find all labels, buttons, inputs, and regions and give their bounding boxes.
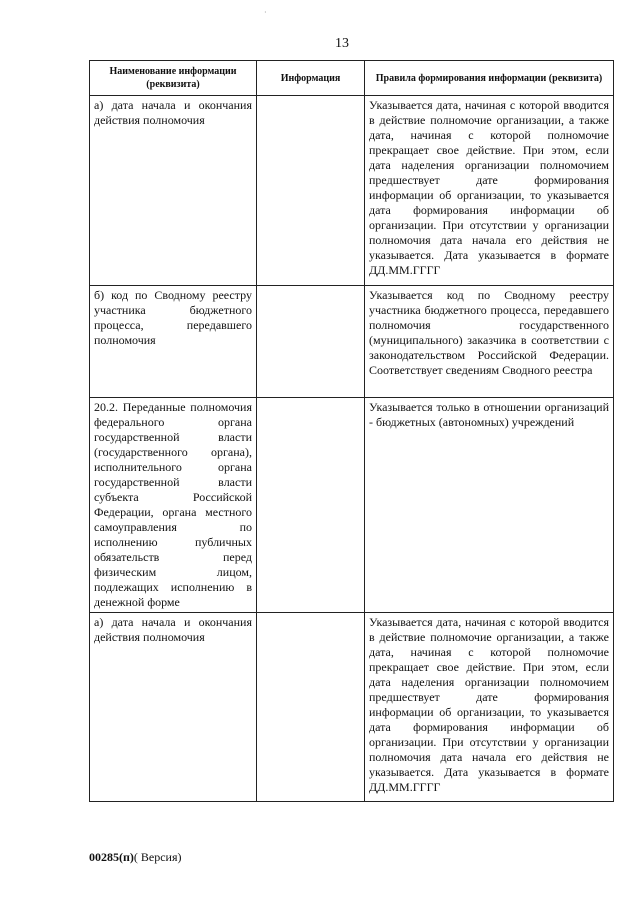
table-row (90, 613, 614, 802)
form-version: ( Версия) (133, 850, 182, 864)
header-info: Информация (257, 61, 365, 96)
table-row (90, 96, 614, 286)
table-row (90, 286, 614, 398)
requisite-rules: Указывается только в отношении организаций - бюджетных (автономных) учреждений (365, 398, 614, 613)
requisite-name: а) дата начала и окончания действия полномочия (90, 96, 257, 286)
requisite-name: а) дата начала и окончания действия полномочия (90, 613, 257, 802)
requisite-info (257, 613, 365, 802)
requisite-info (257, 286, 365, 398)
requisite-rules: Указывается код по Сводному реестру участника бюджетного процесса, передавшего полномочия государственного (муниципального) заказчика в соответствии с законодательством Российской Федерации. Соответствует сведениям Сводного реестра (365, 286, 614, 398)
page-number: 13 (335, 36, 349, 51)
requisite-rules: Указывается дата, начиная с которой вводится в действие полномочие организации, а также дата, начиная с которой полномочие прекращает свое действие. При этом, если дата наделения организации полномочием предшествует дате формирования информации об организации, то указывается дата формирования информации об организации. При отсутствии у организации полномочия дата начала его действия не указывается. Дата указывается в формате ДД.ММ.ГГГГ (365, 613, 614, 802)
header-rules: Правила формирования информации (реквизита) (365, 61, 614, 96)
form-code: 00285(п) (89, 850, 134, 864)
requisites-table (89, 60, 614, 802)
header-name: Наименование информации (реквизита) (90, 61, 257, 96)
requisite-info (257, 96, 365, 286)
requisite-info (257, 398, 365, 613)
requisite-rules: Указывается дата, начиная с которой вводится в действие полномочие организации, а также дата, начиная с которой полномочие прекращает свое действие. При этом, если дата наделения организации полномочием предшествует дате формирования информации об организации, то указывается дата формирования информации об организации. При отсутствии у организации полномочия дата начала его действия не указывается. Дата указывается в формате ДД.ММ.ГГГГ (365, 96, 614, 286)
document-footer (89, 850, 182, 865)
requisite-name: б) код по Сводному реестру участника бюджетного процесса, передавшего полномочия (90, 286, 257, 398)
requisite-name: 20.2. Переданные полномочия федерального органа государственной власти (государственного органа), исполнительного органа государственной власти субъекта Российской Федерации, органа местного самоуправления по исполнению публичных обязательств перед физическим лицом, подлежащих исполнению в денежной форме (90, 398, 257, 613)
table-row (90, 398, 614, 613)
scan-mark: · (264, 8, 267, 17)
table-header-row (90, 61, 614, 96)
